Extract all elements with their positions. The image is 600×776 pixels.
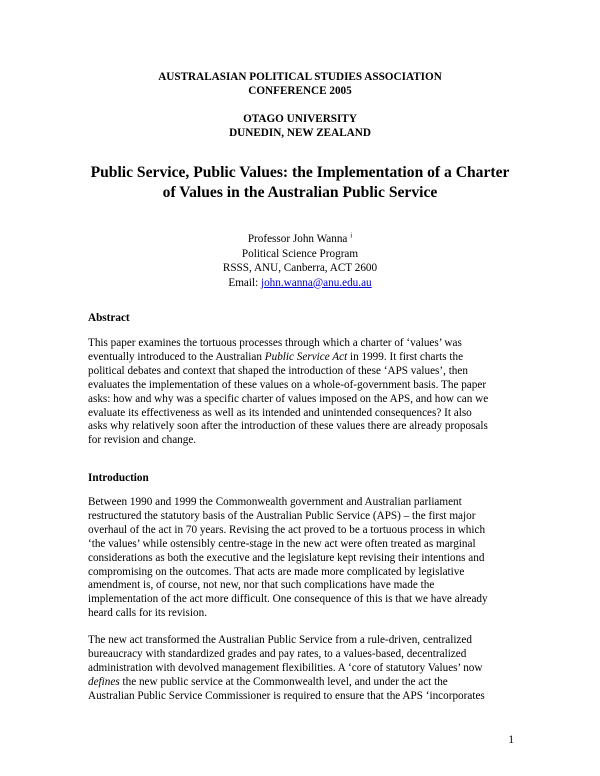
conference-name: AUSTRALASIAN POLITICAL STUDIES ASSOCIATION bbox=[158, 71, 442, 83]
author-block bbox=[88, 232, 512, 290]
university-name: OTAGO UNIVERSITY bbox=[243, 113, 357, 125]
line-text: Australian Public Service Commissioner is required to ensure that the APS ‘incorporates bbox=[88, 689, 485, 702]
introduction-paragraph-2 bbox=[88, 634, 512, 704]
text-line bbox=[88, 351, 512, 365]
line-text: administration with devolved management flexibilities. A ‘core of statutory Values’ now bbox=[88, 661, 483, 674]
text-line bbox=[88, 496, 512, 510]
text-line bbox=[88, 662, 512, 676]
author-address: RSSS, ANU, Canberra, ACT 2600 bbox=[222, 262, 378, 274]
conference-year: CONFERENCE 2005 bbox=[248, 85, 352, 97]
text-line bbox=[88, 538, 512, 552]
introduction-heading: Introduction bbox=[88, 472, 149, 484]
abstract-body bbox=[88, 337, 512, 448]
title-line-1: Public Service, Public Values: the Implementation of a Charter bbox=[90, 164, 510, 181]
line-text: compromising on the outcomes. That acts are made more complicated by legislative bbox=[88, 565, 465, 578]
line-text: restructured the statutory basis of the Australian Public Service (APS) – the first major bbox=[88, 509, 476, 522]
author-name-line bbox=[88, 232, 512, 247]
text-line bbox=[88, 510, 512, 524]
text-line bbox=[88, 579, 512, 593]
text-line bbox=[88, 407, 512, 421]
text-line bbox=[88, 365, 512, 379]
line-text: political debates and context that shaped the introduction of these ‘APS values’, then bbox=[88, 364, 468, 377]
line-text: overhaul of the act in 70 years. Revising the act proved to be a tortuous process in which bbox=[88, 523, 486, 536]
text-line bbox=[88, 607, 512, 621]
line-text: implementation of the act more difficult. One consequence of this is that we have already bbox=[88, 593, 488, 606]
line-text: amendment is, of course, not new, nor that such complications have made the bbox=[88, 579, 435, 592]
text-line bbox=[88, 434, 512, 448]
line-text: ‘the values’ while ostensibly centre-stage in the new act were often treated as marginal bbox=[88, 537, 476, 550]
author-email-line bbox=[88, 276, 512, 291]
venue-header bbox=[88, 112, 512, 140]
author-program: Political Science Program bbox=[241, 247, 359, 260]
line-text: for revision and change. bbox=[88, 434, 197, 447]
line-text: heard calls for its revision. bbox=[88, 607, 207, 620]
line-text: evaluate its effectiveness as well as its intended and unintended consequences? It also bbox=[88, 406, 472, 419]
text-line bbox=[88, 524, 512, 538]
text-line bbox=[88, 393, 512, 407]
line-text: asks why relatively soon after the introduction of these values there are already proposals bbox=[88, 420, 488, 433]
text-line bbox=[88, 337, 512, 351]
abstract-heading: Abstract bbox=[88, 312, 130, 324]
line-text: considerations as both the executive and the legislature kept revising their intentions and bbox=[88, 551, 485, 564]
text-line bbox=[88, 648, 512, 662]
text-line bbox=[88, 552, 512, 566]
email-label: Email: bbox=[228, 276, 261, 289]
text-line bbox=[88, 676, 512, 690]
author-name: Professor John Wanna bbox=[247, 233, 348, 245]
text-line bbox=[88, 593, 512, 607]
title-line-2: of Values in the Australian Public Service bbox=[162, 184, 438, 201]
text-line bbox=[88, 690, 512, 704]
line-text: bureaucracy with standardized grades and pay rates, to a values-based, decentralized bbox=[88, 647, 467, 660]
paper-title bbox=[70, 163, 530, 203]
introduction-paragraph-1 bbox=[88, 496, 512, 621]
line-text: The new act transformed the Australian Public Service from a rule-driven, centralized bbox=[88, 634, 472, 646]
italic-text: Public Service Act bbox=[264, 350, 348, 363]
email-link[interactable]: john.wanna@anu.edu.au bbox=[260, 276, 372, 289]
text-line bbox=[88, 634, 512, 648]
text-line bbox=[88, 420, 512, 434]
text-line bbox=[88, 379, 512, 393]
line-text: asks: how and why was a specific charter of values imposed on the APS, and how can we bbox=[88, 392, 489, 405]
line-text: eventually introduced to the Australian bbox=[88, 350, 265, 363]
line-text: in 1999. It first charts the bbox=[347, 350, 464, 363]
university-location: DUNEDIN, NEW ZEALAND bbox=[229, 127, 371, 139]
author-footnote-mark[interactable]: i bbox=[350, 231, 353, 240]
italic-text: defines bbox=[88, 675, 120, 688]
page-number: 1 bbox=[508, 734, 514, 746]
line-text: This paper examines the tortuous processes through which a charter of ‘values’ was bbox=[88, 337, 462, 349]
line-text: the new public service at the Commonwealth level, and under the act the bbox=[119, 675, 448, 688]
line-text: evaluates the implementation of these values on a whole-of-government basis. The paper bbox=[88, 378, 487, 391]
conference-header bbox=[88, 70, 512, 98]
line-text: Between 1990 and 1999 the Commonwealth government and Australian parliament bbox=[88, 496, 462, 508]
text-line bbox=[88, 566, 512, 580]
